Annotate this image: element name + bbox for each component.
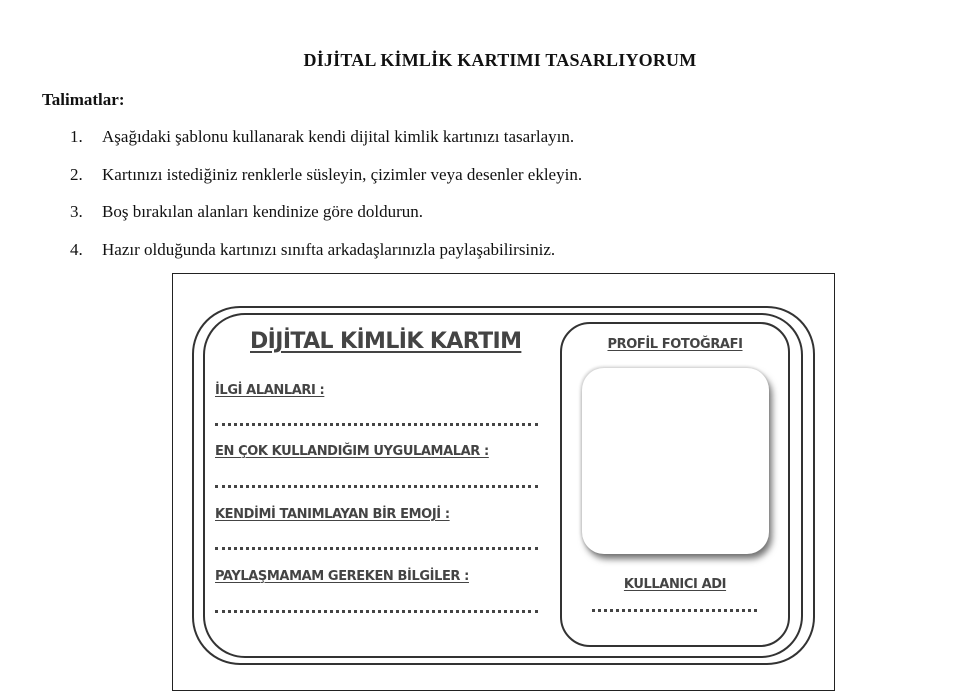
username-label: KULLANICI ADI: [623, 577, 727, 592]
instruction-number: 3.: [70, 202, 83, 221]
interests-label: İLGİ ALANLARI :: [215, 383, 325, 398]
instruction-item: [70, 164, 582, 202]
instruction-item: [70, 201, 582, 239]
instruction-item: [70, 239, 582, 277]
private-info-fill-line[interactable]: [215, 610, 538, 613]
instruction-number: 2.: [70, 164, 83, 184]
profile-photo-placeholder[interactable]: [582, 368, 769, 554]
apps-label: EN ÇOK KULLANDIĞIM UYGULAMALAR :: [215, 444, 489, 459]
emoji-fill-line[interactable]: [215, 547, 538, 550]
document-title: DİJİTAL KİMLİK KARTIMI TASARLIYORUM: [303, 50, 697, 70]
instructions-heading: Talimatlar:: [42, 90, 125, 109]
instruction-number: 1.: [70, 127, 83, 146]
instruction-item: [70, 126, 582, 164]
instructions-list: [70, 126, 582, 276]
apps-fill-line[interactable]: [215, 485, 538, 488]
username-fill-line[interactable]: [592, 609, 757, 612]
private-info-label: PAYLAŞMAMAM GEREKEN BİLGİLER :: [215, 569, 469, 584]
interests-fill-line[interactable]: [215, 423, 538, 426]
profile-photo-label: PROFİL FOTOĞRAFI: [607, 337, 743, 352]
instruction-text: Hazır olduğunda kartınızı sınıfta arkadaşlarınızla paylaşabilirsiniz.: [102, 239, 556, 259]
instruction-text: Aşağıdaki şablonu kullanarak kendi dijital kimlik kartınızı tasarlayın.: [102, 127, 575, 146]
emoji-label: KENDİMİ TANIMLAYAN BİR EMOJİ :: [215, 507, 450, 522]
card-title: DİJİTAL KİMLİK KARTIM: [250, 329, 522, 354]
instruction-text: Kartınızı istediğiniz renklerle süsleyin, çizimler veya desenler ekleyin.: [102, 164, 583, 184]
instruction-text: Boş bırakılan alanları kendinize göre doldurun.: [102, 202, 424, 221]
instruction-number: 4.: [70, 239, 83, 259]
